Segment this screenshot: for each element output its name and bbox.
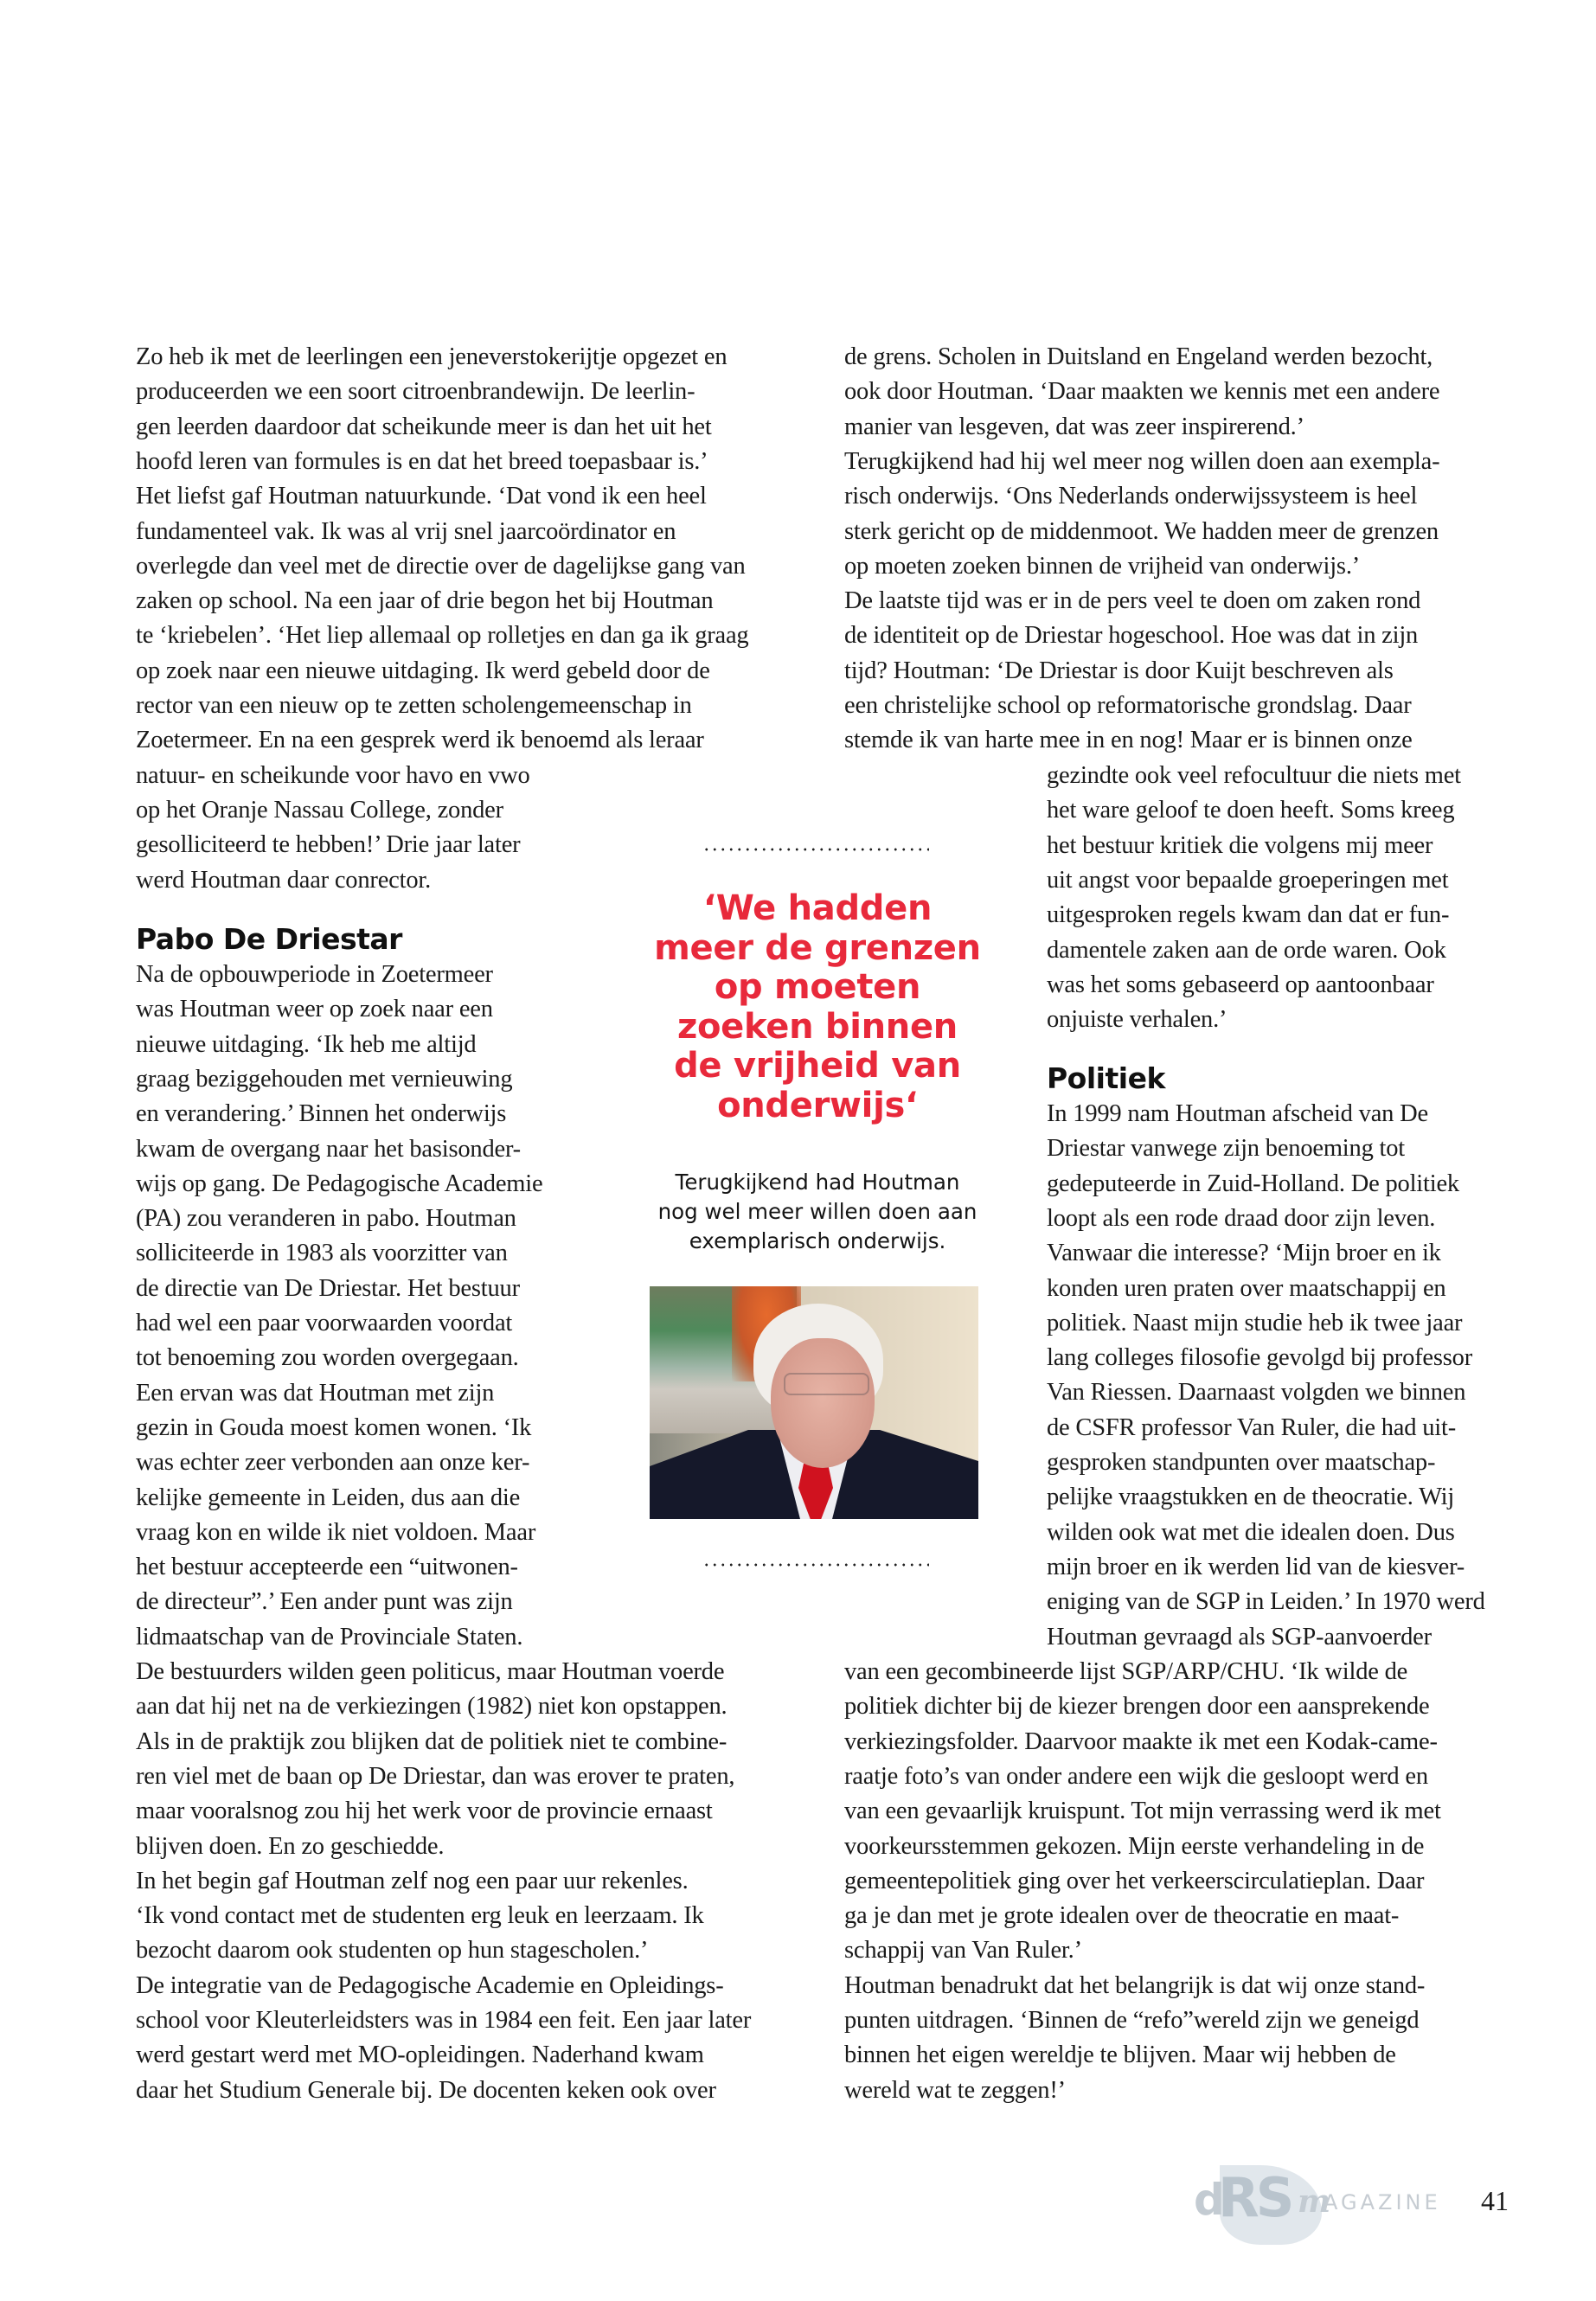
section-heading-pabo: Pabo De Driestar bbox=[136, 922, 402, 956]
text-line: Het liefst gaf Houtman natuurkunde. ‘Dat vond ik een heel bbox=[136, 483, 707, 510]
text-line: gesproken standpunten over maatschap- bbox=[1047, 1449, 1436, 1476]
logo-letter-m: m bbox=[1298, 2183, 1331, 2220]
text-line: In 1999 nam Houtman afscheid van De bbox=[1047, 1100, 1428, 1127]
text-line: Zoetermeer. En na een gesprek werd ik benoemd als leraar bbox=[136, 727, 704, 754]
text-line: de directie van De Driestar. Het bestuur bbox=[136, 1274, 520, 1302]
text-line: werd Houtman daar conrector. bbox=[136, 866, 432, 894]
dotted-divider-bottom bbox=[702, 1563, 929, 1567]
pull-quote-line: zoeken binnen bbox=[677, 1006, 958, 1047]
text-line: op moeten zoeken binnen de vrijheid van onderwijs.’ bbox=[844, 552, 1361, 580]
text-line: aan dat hij net na de verkiezingen (1982) niet kon opstappen. bbox=[136, 1693, 727, 1721]
text-line: daar het Studium Generale bij. De docenten keken ook over bbox=[136, 2076, 716, 2104]
text-line: De bestuurders wilden geen politicus, maar Houtman voerde bbox=[136, 1658, 725, 1685]
text-line: rector van een nieuw op te zetten scholengemeenschap in bbox=[136, 692, 692, 719]
text-line: het bestuur accepteerde een “uitwonen- bbox=[136, 1554, 518, 1581]
text-line: produceerden we een soort citroenbrandewijn. De leerlin- bbox=[136, 378, 695, 406]
text-line: voorkeursstemmen gekozen. Mijn eerste verhandeling in de bbox=[844, 1832, 1425, 1860]
text-line: een christelijke school op reformatorische grondslag. Daar bbox=[844, 692, 1412, 719]
text-line: punten uitdragen. ‘Binnen de “refo”wereld zijn we geneigd bbox=[844, 2007, 1420, 2034]
text-line: gemeentepolitiek ging over het verkeerscirculatieplan. Daar bbox=[844, 1867, 1425, 1894]
text-line: ga je dan met je grote idealen over de theocratie en maat- bbox=[844, 1902, 1400, 1930]
text-line: kelijke gemeente in Leiden, dus aan die bbox=[136, 1484, 521, 1511]
text-line: het ware geloof te doen heeft. Soms kreeg bbox=[1047, 797, 1455, 824]
text-line: De integratie van de Pedagogische Academie en Opleidings- bbox=[136, 1971, 724, 1999]
text-line: werd gestart werd met MO-opleidingen. Naderhand kwam bbox=[136, 2041, 704, 2069]
pull-quote-caption bbox=[636, 1168, 999, 1256]
text-line: risch onderwijs. ‘Ons Nederlands onderwijssysteem is heel bbox=[844, 483, 1418, 510]
logo-letter-d: d bbox=[1194, 2175, 1225, 2225]
text-line: In het begin gaf Houtman zelf nog een paar uur rekenles. bbox=[136, 1867, 689, 1894]
section-heading-politiek: Politiek bbox=[1047, 1061, 1165, 1095]
text-line: Houtman gevraagd als SGP-aanvoerder bbox=[1047, 1623, 1432, 1650]
text-line: mijn broer en ik werden lid van de kiesver- bbox=[1047, 1553, 1465, 1580]
text-line: (PA) zou veranderen in pabo. Houtman bbox=[136, 1205, 516, 1233]
text-line: was Houtman weer op zoek naar een bbox=[136, 996, 493, 1023]
text-line: Houtman benadrukt dat het belangrijk is dat wij onze stand- bbox=[844, 1971, 1426, 1999]
drs-magazine-logo bbox=[1194, 2166, 1441, 2229]
dotted-divider-top bbox=[702, 848, 929, 851]
text-line: op het Oranje Nassau College, zonder bbox=[136, 796, 503, 824]
text-line: ren viel met de baan op De Driestar, dan was erover te praten, bbox=[136, 1762, 735, 1790]
text-line: fundamenteel vak. Ik was al vrij snel jaarcoördinator en bbox=[136, 517, 676, 545]
text-line: vraag kon en wilde ik niet voldoen. Maar bbox=[136, 1518, 536, 1546]
text-line: overlegde dan veel met de directie over de dagelijkse gang van bbox=[136, 552, 746, 580]
text-line: loopt als een rode draad door zijn leven. bbox=[1047, 1204, 1436, 1232]
text-line: lang colleges filosofie gevolgd bij professor bbox=[1047, 1344, 1473, 1372]
text-line: de CSFR professor Van Ruler, die had uit- bbox=[1047, 1413, 1457, 1441]
text-line: Na de opbouwperiode in Zoetermeer bbox=[136, 961, 493, 988]
text-line: hoofd leren van formules is en dat het breed toepasbaar is.’ bbox=[136, 447, 708, 475]
text-line: de grens. Scholen in Duitsland en Engeland werden bezocht, bbox=[844, 343, 1433, 370]
pull-quote-line: meer de grenzen bbox=[654, 927, 981, 968]
text-line: en verandering.’ Binnen het onderwijs bbox=[136, 1100, 507, 1128]
photo-face bbox=[771, 1338, 875, 1468]
text-line: De laatste tijd was er in de pers veel te doen om zaken rond bbox=[844, 587, 1421, 615]
text-line: wilden ook wat met die idealen doen. Dus bbox=[1047, 1518, 1455, 1546]
text-line: was echter zeer verbonden aan onze ker- bbox=[136, 1449, 530, 1477]
text-line: uit angst voor bepaalde groeperingen met bbox=[1047, 866, 1449, 894]
text-line: onjuiste verhalen.’ bbox=[1047, 1006, 1227, 1034]
text-line: nieuwe uitdaging. ‘Ik heb me altijd bbox=[136, 1030, 477, 1058]
text-line: gesolliciteerd te hebben!’ Drie jaar later bbox=[136, 831, 521, 859]
text-line: stemde ik van harte mee in en nog! Maar er is binnen onze bbox=[844, 727, 1413, 754]
text-line: natuur- en scheikunde voor havo en vwo bbox=[136, 761, 530, 789]
text-line: politiek dichter bij de kiezer brengen door een aansprekende bbox=[844, 1693, 1430, 1721]
text-line: Zo heb ik met de leerlingen een jeneverstokerijtje opgezet en bbox=[136, 343, 727, 370]
text-line: tijd? Houtman: ‘De Driestar is door Kuijt beschreven als bbox=[844, 657, 1394, 684]
text-line: verkiezingsfolder. Daarvoor maakte ik met een Kodak-came- bbox=[844, 1727, 1438, 1755]
pull-quote bbox=[644, 889, 990, 1125]
logo-letters-rs: RS bbox=[1218, 2166, 1292, 2229]
page-number: 41 bbox=[1481, 2185, 1509, 2216]
text-line: ook door Houtman. ‘Daar maakten we kennis met een andere bbox=[844, 378, 1440, 406]
text-line: blijven doen. En zo geschiedde. bbox=[136, 1832, 445, 1860]
text-line: was het soms gebaseerd op aantoonbaar bbox=[1047, 971, 1434, 998]
pull-quote-line: op moeten bbox=[714, 967, 921, 1007]
text-line: zaken op school. Na een jaar of drie begon het bij Houtman bbox=[136, 587, 714, 615]
text-line: damentele zaken aan de orde waren. Ook bbox=[1047, 936, 1446, 964]
text-line: het bestuur kritiek die volgens mij meer bbox=[1047, 831, 1433, 859]
text-line: op zoek naar een nieuwe uitdaging. Ik werd gebeld door de bbox=[136, 657, 710, 684]
text-line: bezocht daarom ook studenten op hun stagescholen.’ bbox=[136, 1937, 649, 1965]
caption-line: exemplarisch onderwijs. bbox=[689, 1228, 946, 1253]
caption-line: Terugkijkend had Houtman bbox=[675, 1170, 960, 1195]
portrait-photo bbox=[650, 1286, 978, 1519]
text-line: van een gecombineerde lijst SGP/ARP/CHU. ‘Ik wilde de bbox=[844, 1658, 1408, 1685]
text-line: politiek. Naast mijn studie heb ik twee jaar bbox=[1047, 1309, 1463, 1336]
text-line: manier van lesgeven, dat was zeer inspirerend.’ bbox=[844, 413, 1304, 440]
text-line: gezindte ook veel refocultuur die niets met bbox=[1047, 762, 1461, 789]
text-line: konden uren praten over maatschappij en bbox=[1047, 1274, 1446, 1302]
text-line: Driestar vanwege zijn benoeming tot bbox=[1047, 1135, 1406, 1163]
text-line: binnen het eigen wereldje te blijven. Maar wij hebben de bbox=[844, 2041, 1396, 2069]
pull-quote-line: ‘We hadden bbox=[702, 888, 933, 928]
text-line: de identiteit op de Driestar hogeschool. Hoe was dat in zijn bbox=[844, 622, 1419, 650]
pull-quote-line: onderwijs‘ bbox=[717, 1085, 918, 1125]
text-line: gezin in Gouda moest komen wonen. ‘Ik bbox=[136, 1413, 532, 1441]
text-line: maar vooralsnog zou hij het werk voor de provincie ernaast bbox=[136, 1798, 713, 1825]
text-line: gedeputeerde in Zuid-Holland. De politiek bbox=[1047, 1170, 1459, 1197]
text-line: ‘Ik vond contact met de studenten erg leuk en leerzaam. Ik bbox=[136, 1902, 704, 1930]
text-line: van een gevaarlijk kruispunt. Tot mijn verrassing werd ik met bbox=[844, 1798, 1441, 1825]
text-line: graag beziggehouden met vernieuwing bbox=[136, 1065, 513, 1093]
text-line: uitgesproken regels kwam dan dat er fun- bbox=[1047, 901, 1450, 929]
text-line: te ‘kriebelen’. ‘Het liep allemaal op rolletjes en dan ga ik graag bbox=[136, 622, 749, 650]
text-line: wereld wat te zeggen!’ bbox=[844, 2076, 1066, 2104]
text-line: Als in de praktijk zou blijken dat de politiek niet te combine- bbox=[136, 1727, 727, 1755]
text-line: raatje foto’s van onder andere een wijk die gesloopt werd en bbox=[844, 1762, 1428, 1790]
logo-wordmark-magazine: AGAZINE bbox=[1324, 2190, 1441, 2214]
photo-glasses bbox=[784, 1373, 869, 1395]
text-line: school voor Kleuterleidsters was in 1984 een feit. Een jaar later bbox=[136, 2007, 752, 2034]
text-line: pelijke vraagstukken en de theocratie. Wij bbox=[1047, 1484, 1455, 1511]
text-line: eniging van de SGP in Leiden.’ In 1970 werd bbox=[1047, 1588, 1485, 1616]
text-line: gen leerden daardoor dat scheikunde meer is dan het uit het bbox=[136, 413, 712, 440]
text-line: sterk gericht op de middenmoot. We hadden meer de grenzen bbox=[844, 517, 1439, 545]
text-line: wijs op gang. De Pedagogische Academie bbox=[136, 1170, 543, 1197]
text-line: Vanwaar die interesse? ‘Mijn broer en ik bbox=[1047, 1240, 1441, 1267]
text-line: tot benoeming zou worden overgegaan. bbox=[136, 1344, 519, 1372]
text-line: Terugkijkend had hij wel meer nog willen doen aan exempla- bbox=[844, 447, 1440, 475]
pull-quote-line: de vrijheid van bbox=[674, 1046, 961, 1086]
text-line: had wel een paar voorwaarden voordat bbox=[136, 1310, 513, 1336]
text-line: solliciteerde in 1983 als voorzitter van bbox=[136, 1240, 508, 1267]
caption-line: nog wel meer willen doen aan bbox=[657, 1199, 977, 1224]
text-line: lidmaatschap van de Provinciale Staten. bbox=[136, 1623, 523, 1650]
text-line: Van Riessen. Daarnaast volgden we binnen bbox=[1047, 1379, 1466, 1407]
text-line: kwam de overgang naar het basisonder- bbox=[136, 1135, 521, 1163]
text-line: schappij van Van Ruler.’ bbox=[844, 1937, 1082, 1965]
text-line: Een ervan was dat Houtman met zijn bbox=[136, 1379, 495, 1407]
text-line: de directeur”.’ Een ander punt was zijn bbox=[136, 1588, 513, 1616]
